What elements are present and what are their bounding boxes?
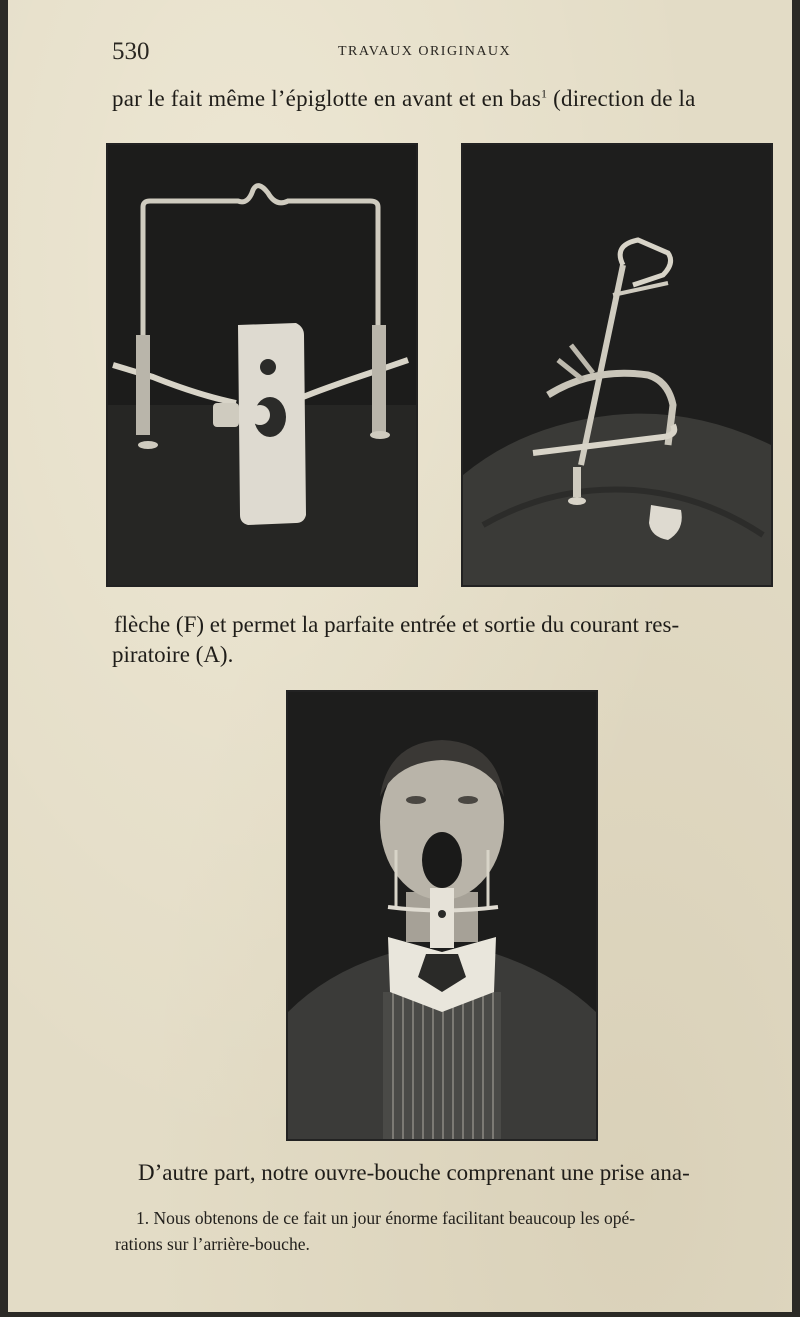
text-line-2: flèche (F) et permet la parfaite entrée et sortie du courant res- — [114, 612, 680, 637]
text-line-3: piratoire (A). — [112, 642, 234, 667]
figure-apparatus-side — [461, 143, 773, 587]
figure-patient-with-gag — [286, 690, 598, 1141]
footnote-line-1: 1. Nous obtenons de ce fait un jour énorme facilitant beaucoup les opé- — [136, 1208, 636, 1228]
page-number: 530 — [112, 38, 150, 65]
figure-apparatus-front — [106, 143, 418, 587]
footnote-line-2: rations sur l’arrière-bouche. — [115, 1234, 310, 1254]
apparatus-front-photo — [108, 145, 416, 585]
patient-photo — [288, 692, 596, 1139]
text-line-1 — [112, 86, 696, 112]
book-page — [8, 0, 792, 1312]
text-line-1-main: par le fait même l’épiglotte en avant et en bas — [112, 86, 541, 111]
text-line-4: D’autre part, notre ouvre-bouche comprenant une prise ana- — [138, 1160, 690, 1185]
apparatus-side-photo — [463, 145, 771, 585]
footnote-ref: 1 — [540, 86, 548, 101]
text-line-1-tail: (direction de la — [547, 86, 696, 111]
running-title: TRAVAUX ORIGINAUX — [338, 44, 512, 59]
